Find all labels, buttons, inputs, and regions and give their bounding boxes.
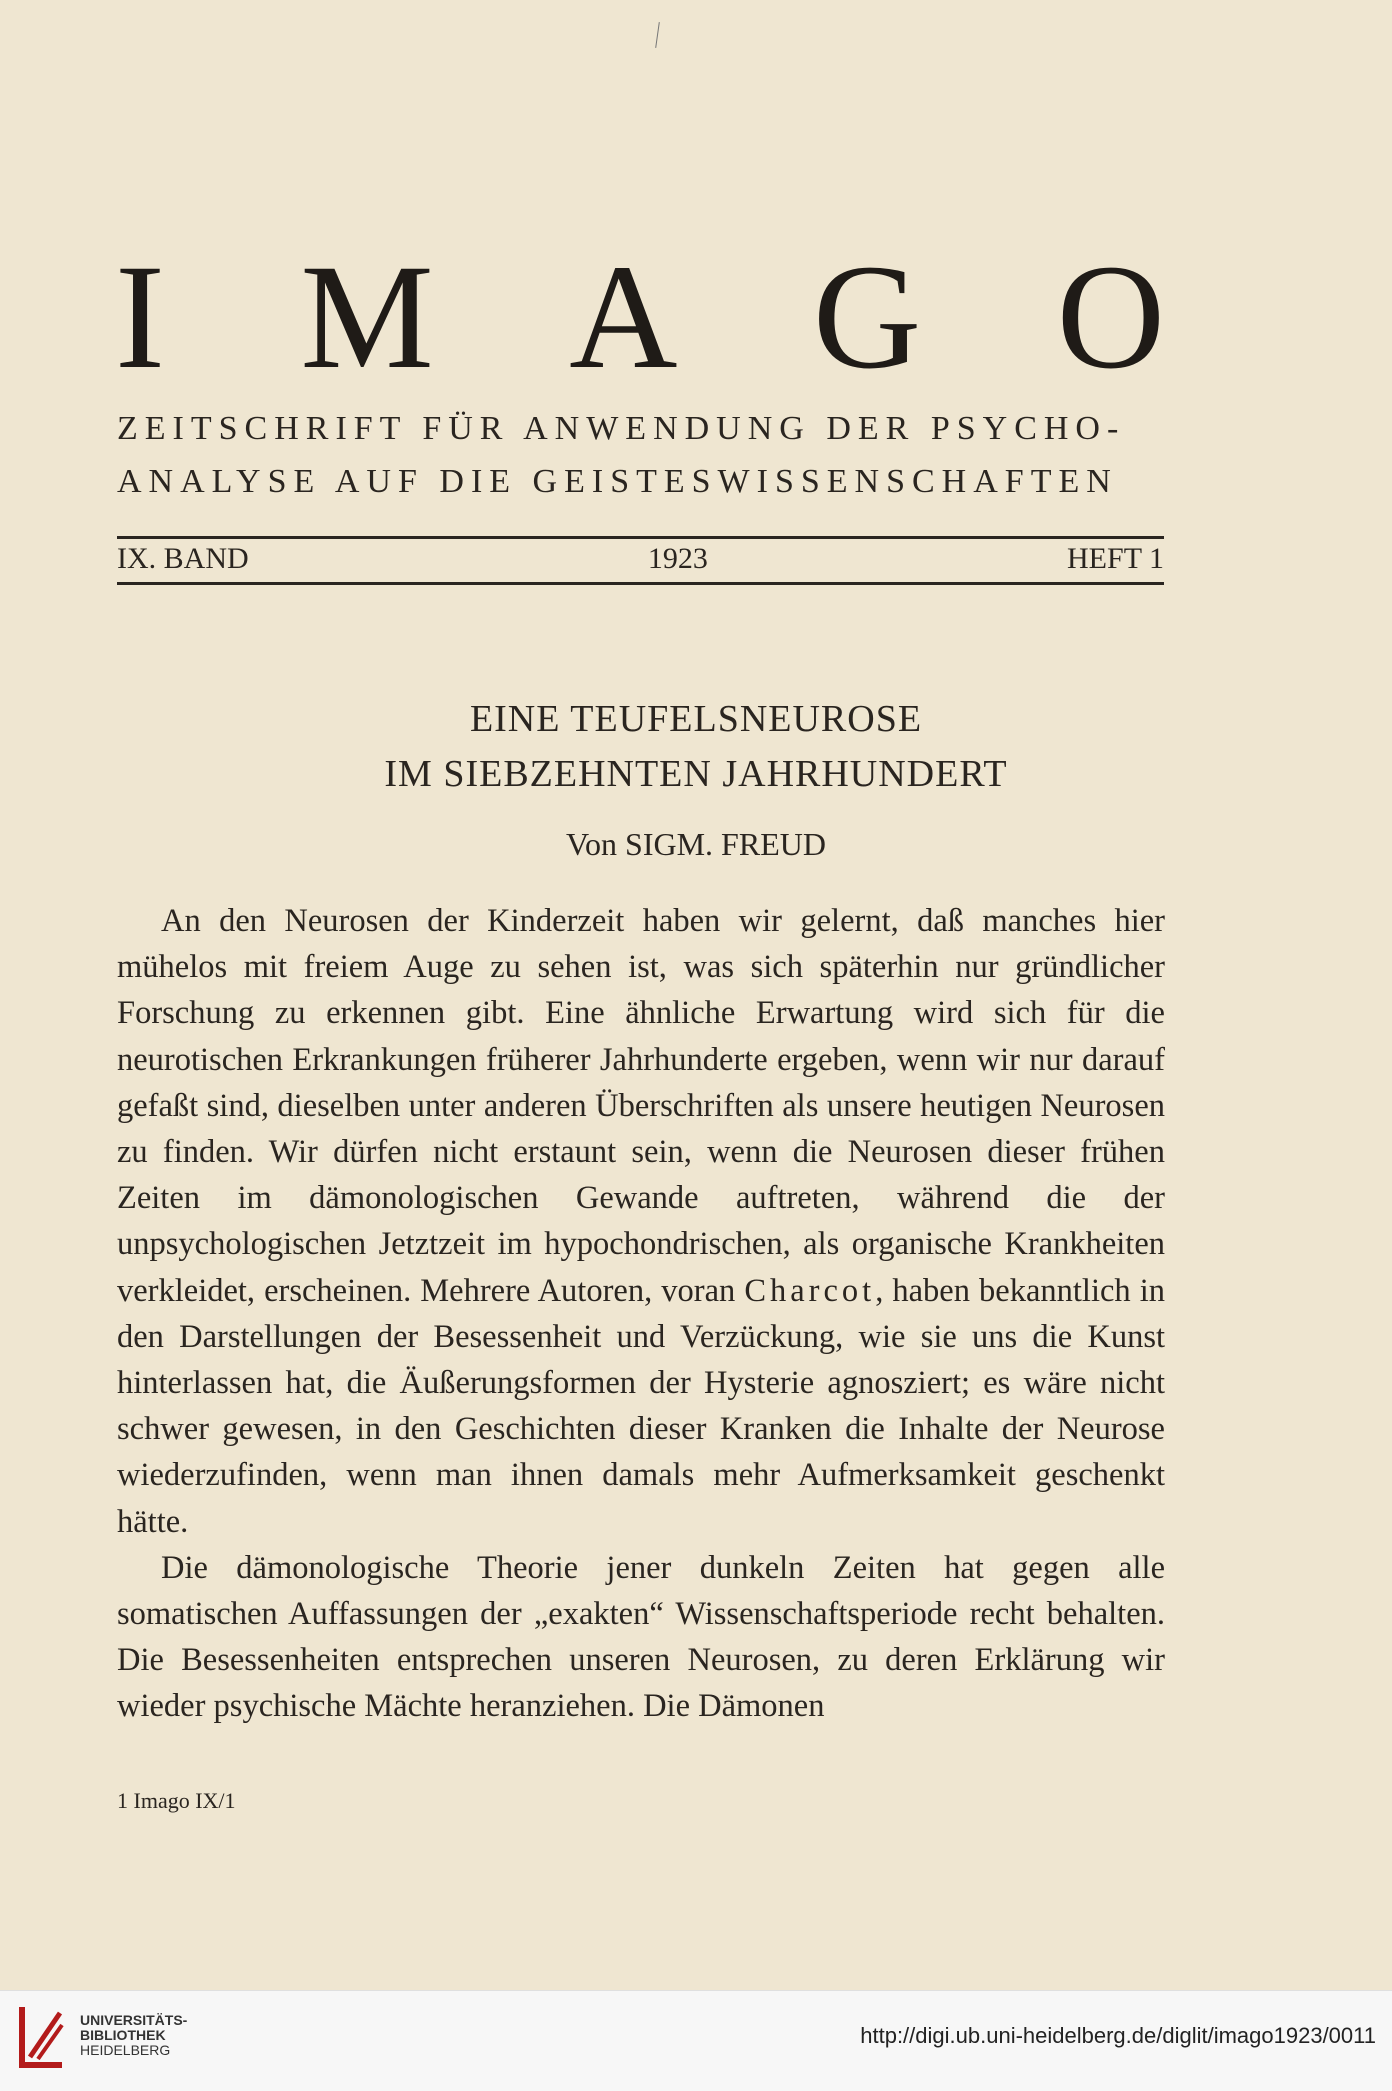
page-url-link[interactable]: http://digi.ub.uni-heidelberg.de/diglit/imago1923/0011 xyxy=(860,2023,1376,2048)
signature-mark: 1 Imago IX/1 xyxy=(117,1788,236,1813)
journal-subtitle-line2: ANALYSE AUF DIE GEISTESWISSENSCHAFTEN xyxy=(117,463,1118,500)
masthead-letter: G xyxy=(812,234,922,400)
article-body xyxy=(117,898,1165,1730)
issue-number-label: HEFT 1 xyxy=(1067,542,1164,575)
pencil-mark xyxy=(655,22,660,48)
divider-top xyxy=(117,536,1164,539)
masthead-letter: O xyxy=(1056,234,1165,400)
viewer-footer xyxy=(0,1990,1392,2091)
masthead-letter: I xyxy=(115,234,165,400)
library-name-line3: HEIDELBERG xyxy=(80,2042,171,2058)
paragraph: Die dämonologische Theorie jener dunkeln Zeiten hat gegen alle somatischen Auffassungen der „exakten“ Wissenschaftsperiode recht behalten. Die Besessenheiten entsprechen unseren Neurosen, zu deren Erklärung wir wieder psychische Mächte heranziehen. Die Dämonen xyxy=(117,1549,1165,1725)
paragraph xyxy=(117,898,1165,1545)
divider-bottom xyxy=(117,582,1164,585)
volume-label: IX. BAND xyxy=(117,542,249,575)
article-title-line1: EINE TEUFELSNEUROSE xyxy=(469,698,923,740)
article-title-line2: IM SIEBZEHNTEN JAHRHUNDERT xyxy=(384,753,1008,795)
library-logo-icon xyxy=(16,2003,68,2069)
journal-subtitle-line1: ZEITSCHRIFT FÜR ANWENDUNG DER PSYCHO- xyxy=(117,410,1126,447)
paragraph-text: An den Neurosen der Kinderzeit haben wir gelernt, daß manches hier mühelos mit freiem Auge zu sehen ist, was sich späterhin nur gründlicher Forschung zu erkennen gibt. Eine ähnliche Erwartung wird sich für die neurotischen Erkrankungen früherer Jahrhunderte ergeben, wenn wir nur darauf gefaßt sind, dieselben unter anderen Überschriften als unsere heutigen Neurosen zu finden. Wir dürfen nicht erstaunt sein, wenn die Neurosen dieser frühen Zeiten im dämonologischen Gewande auftreten, während die der unpsychologischen Jetztzeit im hypochondrischen, als organische Krankheiten verkleidet, erscheinen. Mehrere Autoren, voran xyxy=(117,903,1165,1309)
year-label: 1923 xyxy=(647,542,708,575)
masthead-letter: A xyxy=(569,234,678,400)
journal-masthead xyxy=(115,234,1165,400)
masthead-letter: M xyxy=(300,234,434,400)
library-name-line1: UNIVERSITÄTS- xyxy=(80,2012,188,2028)
paragraph-text: , haben bekanntlich in den Darstellungen der Besessenheit und Verzückung, wie sie uns die Kunst hinterlassen hat, die Äußerungsformen der Hysterie agnosziert; es wäre nicht schwer gewesen, in den Geschichten dieser Kranken die Inhalte der Neurose wiederzufinden, wenn man ihnen damals mehr Aufmerksamkeit geschenkt hätte. xyxy=(117,1272,1165,1540)
article-byline: Von SIGM. FREUD xyxy=(566,826,826,862)
issue-info-row xyxy=(117,542,1164,576)
library-name-line2: BIBLIOTHEK xyxy=(80,2027,166,2043)
library-name xyxy=(80,2013,187,2058)
author-name-spaced: Charcot xyxy=(744,1272,876,1309)
